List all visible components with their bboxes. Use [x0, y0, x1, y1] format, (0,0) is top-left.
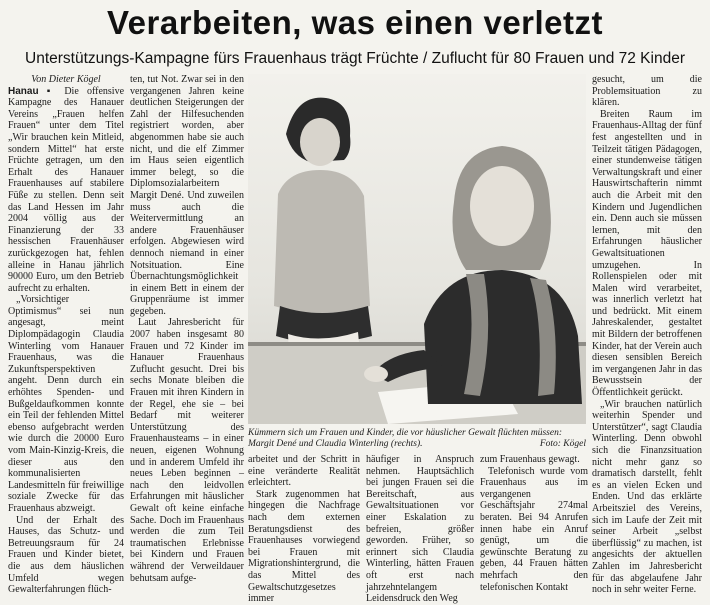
paragraph: gesucht, um die Problemsituation zu klären. — [592, 74, 702, 109]
person-left — [274, 98, 372, 374]
article-column-5 — [480, 454, 588, 598]
lead-paragraph: Hanau ▪ Die offensive Kampagne des Hanauer Vereins „Frauen helfen Frauen“ unter dem Titel „Wir brauchen kein Mitleid, sondern Mittel“ hat erste Früchte getragen, um den Erhalt des Hanauer Frauenhauses auf stabilere Füße zu stellen. Denn seit das Land Hessen im Jahr 2004 völlig aus der Finanzierung der 33 hessischen Frauenhäuser zurückgezogen hat, fehlen alleine in Hanau jährlich 90000 Euro, um den Betrieb aufrecht zu erhalten. — [8, 85, 125, 294]
paragraph: ten, tut Not. Zwar sei in den vergangenen Jahren keine deutlichen Steigerungen der Zahl der Hilfesuchenden registriert worden, aber abgenommen habe sie auch nicht, und die elf Zimmer im Haus seien eigentlich immer belegt, so die Diplomsozialarbeitern Margit Dené. Und zuweilen muss auch die Weitervermittlung an andere Frauenhäuser erfolgen. Abgewiesen wird dennoch niemand in einer Notsituation. Eine Übernachtungsmöglichkeit in einem Bett in einem der Gruppenräume ist immer gegeben. — [130, 74, 244, 317]
article-column-3 — [248, 454, 360, 605]
article-column-4 — [366, 454, 474, 605]
caption-text: Kümmern sich um Frauen und Kinder, die vor häuslicher Gewalt flüchten müssen: Margit Dené und Claudia Winterling (rechts). — [248, 428, 562, 449]
article-photo — [248, 74, 586, 424]
paragraph: Stark zugenommen hat hingegen die Nachfrage nach dem externen Beratungsdienst des Frauenhauses vorwiegend bei Frauen mit Migrationshintergrund, die das Mittel des Gewaltschutzgesetzes immer — [248, 488, 360, 605]
byline: Von Dieter Kögel — [31, 74, 101, 85]
person-right — [364, 146, 582, 404]
dateline: Hanau — [8, 85, 39, 97]
article-column-2 — [130, 74, 244, 584]
photo-credit: Foto: Kögel — [539, 439, 586, 449]
article-column-1 — [8, 74, 124, 598]
paragraph: Breiten Raum im Frauenhaus-Alltag der fünf fest angestellten und in Teilzeit tätigen Pädagogen, einer stundenweise tätigen Verwaltungskraft und einer Hauswirtschafterin nimmt auch die Arbeit mit den Kindern und Jugendlichen ein. Denn auch sie müssen lernen, mit den Erfahrungen häuslicher Gewaltsituationen umzugehen. In Rollenspielen oder mit Malen wird verarbeitet, was innerlich verletzt hat und bedrückt. Mit einem Jahreskalender, gestaltet mit Bildern der betroffenen Kinder, hat der Verein auch diesen sensiblen Bereich im vergangenen Jahr in das Bewusstsein der Öffentlichkeit gerückt. — [592, 108, 702, 399]
photo-illustration — [248, 74, 586, 424]
paragraph: „Wir brauchen natürlich weiterhin Spender und Unterstützer“, sagt Claudia Winterling. Denn obwohl sich die Finanzsituation nicht mehr ganz so dramatisch darstellt, fehlt es an vielen Ecken und Enden. Und das erklärte Arbeitsziel des Vereins, sich im Laufe der Zeit mit seiner Arbeit „selbst überflüssig“ zu machen, ist angesichts der aktuellen Zahlen im Jahresbericht für das abgelaufene Jahr noch in sehr weiter Ferne. — [592, 398, 702, 596]
photo-caption — [248, 428, 586, 450]
subheadline: Unterstützungs-Kampagne fürs Frauenhaus trägt Früchte / Zuflucht für 80 Frauen und 72 Kinder — [25, 50, 685, 67]
paragraph: zum Frauenhaus gewagt. — [480, 454, 580, 465]
paragraph: arbeitet und der Schritt in eine veränderte Realität erleichtert. — [248, 454, 360, 489]
headline: Verarbeiten, was einen verletzt — [106, 4, 604, 41]
paragraph: „Vorsichtiger Optimismus“ sei nun angesagt, meint Diplompädagogin Claudia Winterling vom Hanauer Frauenhaus, was die Zukunftsperspektiven angeht. Denn durch ein erhöhtes Spenden- und Bußgeldaufkommen konnte ein Teil der fehlenden Mittel ebenso aufgebracht werden wie durch die 20000 Euro vom Main-Kinzig-Kreis, die dieser aus den kommunalisierten Landesmitteln für freiwillige soziale Zwecke für das Frauenhaus abzweigt. — [8, 294, 124, 514]
paragraph: häufiger in Anspruch nehmen. Hauptsächlich bei jungen Frauen sei die Bereitschaft, aus Gewaltsituationen vor einer Eskalation zu befreien, größer geworden. Früher, so erinnert sich Claudia Winterling, hätten Frauen oft erst nach jahrzehntelangem Leidensdruck den Weg — [366, 454, 474, 605]
paragraph: Telefonisch wurde vom Frauenhaus aus im vergangenen Geschäftsjahr 274mal beraten. Bei 94 Anrufen innen habe ein Anruf genügt, um die gewünschte Beratung zu geben, 44 Frauen hätten mehrfach den telefonischen Kontakt — [480, 465, 588, 593]
paragraph: Laut Jahresbericht für 2007 haben insgesamt 80 Frauen und 72 Kinder im Hanauer Frauenhaus Zuflucht gesucht. Drei bis sechs Monate bleiben die Frauen mit ihren Kindern in der Regel, ehe sie – bei Bedarf mit weiterer Unterstützung des Frauenhausteams – in einer neuen, eigenen Wohnung und in anderem Umfeld ihr neues Leben beginnen – nach den leidvollen Erfahrungen mit häuslicher Gewalt oft keine einfache Sache. Doch im Frauenhaus werden die zum Teil traumatischen Erlebnisse bei Kindern und Frauen während der Verweildauer behutsam aufge- — [130, 317, 244, 584]
article-column-6 — [592, 74, 702, 598]
paragraph-text: Die offensive Kampagne des Hanauer Vereins „Frauen helfen Frauen“ unter dem Titel „Wir brauchen kein Mitleid, sondern Mittel“ hat erste Früchte getragen, um den Erhalt des Hanauer Frauenhauses auf stabilere Füße zu stellen. Denn seit das Land Hessen im Jahr 2004 völlig aus der Finanzierung der 33 hessischen Frauenhäuser zurückgezogen hat, fehlen alleine in Hanau jährlich 90000 Euro, um den Betrieb aufrecht zu erhalten. — [8, 85, 125, 294]
paragraph: Und der Erhalt des Hauses, das Schutz- und Betreuungsraum für 24 Frauen und Kinder bietet, die aus dem häuslichen Umfeld wegen Gewalterfahrungen flüch- — [8, 514, 124, 596]
